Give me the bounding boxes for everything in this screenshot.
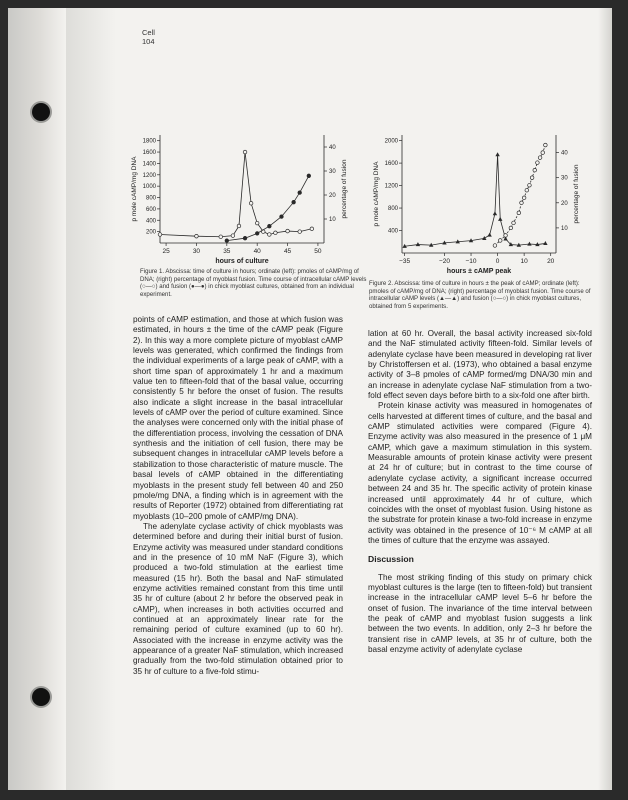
fig1-series-fusion-point (298, 191, 302, 195)
fig2-y-right-tick-label: 40 (561, 150, 568, 157)
fig2-x-tick-label: 20 (547, 258, 555, 265)
fig1-series-cAMP-point (286, 229, 290, 233)
fig2-x-tick-label: 0 (495, 258, 500, 265)
fig1-y-right-tick-label: 10 (329, 217, 336, 223)
fig1-series-fusion-point (225, 239, 229, 243)
body-paragraph: points of cAMP estimation, and those at which fusion was estimated, in hours ± the time of the cAMP peak (Figure 2). In this way a more complete picture of myoblast cAMP levels was generated, which confirmed the findings from the individual experiments of a large peak of cAMP, with a short time span of approximately 1 hr and a maximum value ten to fifteen-fold that of the basal value, occurring consistently 5 hr before the onset of fusion. The results also indicate a slight increase in the basal intracellular levels of cAMP over the period of culture examined. Since the analyses were concerned only with the initial phase of the differentiation process, involving the cessation of DNA synthesis and the initiation of cell fusion, there may be subsequent changes in intracellular cAMP levels before a stabilization to those characteristic of mature muscle. The basal levels of cAMP obtained in the differentiating myoblasts in the present study fell between 40 and 250 pmole/mg DNA, a finding which is in agreement with the results of Reporter (1972) obtained from differentiating rat myoblasts (10–200 pmole of cAMP/mg DNA). (133, 315, 343, 521)
fig2-x-tick-label: 10 (520, 258, 528, 265)
fig2-series-fusion-point (541, 151, 545, 155)
fig1-series-fusion-point (307, 174, 311, 178)
fig2-series-cAMP-point (498, 217, 502, 221)
fig2-series-fusion-point (504, 234, 508, 238)
fig2-y-left-tick-label: 400 (387, 228, 398, 235)
fig1-x-tick-label: 40 (253, 248, 261, 255)
fig1-y-right-axis-label: percentage of fusion (341, 159, 348, 219)
fig2-y-left-tick-label: 1600 (384, 161, 398, 168)
fig2-series-fusion-point (509, 226, 513, 230)
body-paragraph: lation at 60 hr. Overall, the basal activity increased six-fold and the NaF stimulated activity fifteen-fold. Similar levels of adenylate cyclase have been measured in developing rat liver by Christoffersen et al. (1973), who obtained a basal enzyme activity of 3–8 pmoles of cAMP formed/mg DNA/30 min and an increase in adenylate cyclase NaF stimulation from a two-fold effect seven days before birth to a six-fold one after birth. (368, 329, 592, 401)
fig1-x-tick-label: 30 (192, 248, 201, 255)
fig2-series-cAMP-point (527, 242, 531, 246)
fig2-series-cAMP-point (416, 242, 420, 246)
scan-edge-shadow (8, 8, 66, 790)
fig1-series-fusion-point (280, 215, 284, 219)
fig2-series-fusion-point (533, 168, 537, 172)
fig2-series-fusion-point (525, 188, 529, 192)
fig2-series-cAMP-point (482, 236, 486, 240)
fig2-y-right-axis-label: percentage of fusion (573, 164, 580, 224)
fig2-series-fusion-point (538, 156, 542, 160)
left-column (133, 315, 343, 677)
fig2-y-left-tick-label: 1200 (384, 183, 398, 190)
fig1-series-cAMP-point (195, 234, 199, 238)
fig2-series-fusion-point (528, 183, 532, 187)
fig2-y-right-tick-label: 20 (561, 200, 568, 207)
fig1-x-tick-label: 25 (162, 248, 170, 255)
fig1-y-right-tick-label: 20 (329, 193, 336, 199)
fig1-y-left-tick-label: 1400 (142, 161, 156, 168)
fig2-series-fusion-point (512, 221, 516, 225)
punch-hole-bottom (32, 688, 50, 706)
fig1-series-cAMP-point (249, 201, 253, 205)
fig2-series-cAMP-point (495, 152, 499, 156)
fig1-series-cAMP-point (310, 227, 314, 231)
fig2-series-fusion-point (520, 201, 524, 205)
fig2-y-right-tick-label: 10 (561, 225, 568, 232)
fig1-x-tick-label: 50 (314, 248, 322, 255)
fig1-y-left-tick-label: 1200 (142, 172, 156, 179)
right-column (368, 329, 592, 655)
body-paragraph: The adenylate cyclase activity of chick myoblasts was determined before and during their initial burst of fusion. Enzyme activity was measured under standard conditions and in the presence of 10 mM NaF (Figure 3), which produced a two-fold stimulation at the earliest time measured (15 hr). Both the basal and NaF stimulated enzyme activities remained constant from this time until 35 hr of culture (about 2 hr before the observed peak in cAMP), when increases in both activities occurred and continued at an approximately linear rate for the remaining period of culture examined (up to 60 hr). Associated with the increase in enzyme activity was the appearance of a greater NaF stimulation, which increased gradually from the two-fold stimulation obtained prior to 35 hr of culture to a five-fold stimu- (133, 521, 343, 676)
fig1-y-left-tick-label: 1000 (142, 184, 156, 191)
fig1-series-cAMP-point (158, 233, 162, 237)
fig1-series-fusion-point (243, 236, 247, 240)
fig2-x-tick-label: −10 (465, 258, 477, 265)
fig2-y-left-tick-label: 2000 (384, 138, 398, 145)
fig1-series-cAMP-point (219, 235, 223, 239)
body-paragraph: The most striking finding of this study on primary chick myoblast cultures is the large (ten to fifteen-fold) but transient increase in the intracellular cAMP level 5–6 hr before the onset of fusion. The invariance of the time interval between the peak of cAMP and myoblast fusion suggests a link between the two events. In addition, only 2–3 hr before the transient rise in cAMP levels, at 35 hr of culture, both the basal enzyme activity of adenylate cyclase (368, 572, 592, 654)
fig1-y-left-tick-label: 600 (145, 206, 156, 213)
fig1-y-left-tick-label: 1800 (142, 138, 156, 145)
fig1-x-tick-label: 35 (223, 248, 231, 255)
fig1-x-axis-label: hours of culture (215, 258, 269, 265)
fig2-x-axis-label: hours ± cAMP peak (446, 268, 512, 275)
fig1-series-cAMP-point (231, 234, 235, 238)
fig1-series-cAMP-line (160, 152, 312, 237)
figure-1-caption: Figure 1. Abscissa: time of culture in hours; ordinate (left): pmoles of cAMP/mg of DNA; (right) percentage of myoblast fusion. Time course of intracellular cAMP levels (○—○) and fusion (●—●) in chick myoblast cultures, obtained from an individual experiment. (140, 268, 367, 298)
fig1-series-fusion-point (268, 224, 272, 228)
fig2-series-fusion-point (530, 176, 534, 180)
punch-hole-top (32, 103, 50, 121)
page-number: 104 (142, 37, 155, 46)
fig1-series-cAMP-point (268, 233, 272, 237)
fig1-y-right-tick-label: 30 (329, 169, 336, 175)
fig2-x-tick-label: −35 (399, 258, 411, 265)
fig1-series-cAMP-point (255, 221, 259, 225)
fig2-series-fusion-point (493, 244, 497, 248)
fig1-series-fusion-point (255, 232, 259, 236)
fig1-y-left-tick-label: 200 (145, 229, 156, 236)
fig2-series-cAMP-point (493, 211, 497, 215)
fig1-x-tick-label: 45 (283, 248, 292, 255)
body-paragraph: Protein kinase activity was measured in homogenates of cells harvested at different times of culture, and the basal and cAMP stimulated activities were compared (Figure 4). Enzyme activity was also measured in the presence of 1 μM cAMP, which gave a maximum stimulation in this system. Measurable amounts of protein kinase activity were present at 24 hr of culture; but in contrast to the time course of adenylate cyclase activity, a significant increase occurred between 24 and 35 hr. The specific activity of protein kinase increased until approximately 44 hr of culture, which coincides with the onset of myoblast fusion. Using histone as the substrate for protein kinase a two-fold increase in enzyme activity was obtained in the presence of 10⁻⁶ M cAMP at all the times of culture that the enzyme was assayed. (368, 401, 592, 545)
journal-name: Cell (142, 28, 155, 37)
fig2-series-fusion-point (517, 211, 521, 215)
fig2-x-tick-label: −20 (438, 258, 450, 265)
fig2-series-fusion-point (522, 196, 526, 200)
fig1-series-fusion-line (227, 176, 309, 241)
fig2-series-fusion-point (536, 161, 540, 165)
scanned-page (8, 8, 612, 790)
fig1-series-fusion-point (292, 200, 296, 204)
fig2-series-fusion-point (498, 239, 502, 243)
fig1-y-right-tick-label: 40 (329, 145, 336, 151)
fig1-y-left-tick-label: 800 (145, 195, 156, 202)
section-heading-discussion: Discussion (368, 554, 414, 565)
fig2-series-fusion-line (495, 145, 545, 245)
fig1-y-left-axis-label: p mole cAMP/mg DNA (131, 156, 138, 222)
fig2-series-cAMP-point (543, 241, 547, 245)
fig2-series-cAMP-line (405, 155, 546, 247)
figure-2-chart (350, 127, 590, 277)
fig2-y-left-axis-label: p mole cAMP/mg DNA (373, 161, 380, 227)
fig2-y-left-tick-label: 800 (387, 206, 398, 213)
figure-1-chart (112, 125, 362, 265)
fig1-series-cAMP-point (237, 224, 241, 228)
fig1-series-cAMP-point (274, 231, 278, 235)
fig2-series-cAMP-point (487, 233, 491, 237)
fig1-y-left-tick-label: 1600 (142, 150, 156, 157)
fig1-y-left-tick-label: 400 (145, 218, 156, 225)
figure-2-caption: Figure 2. Abscissa: time of culture in hours ± the peak of cAMP; ordinate (left): pmoles of cAMP/mg of DNA; (right) percentage of myoblast fusion. Time course of intracellular cAMP levels (▲—▲) and fusion (○—○) in chick myoblast cultures, obtained from 5 experiments. (369, 280, 591, 310)
fig2-y-right-tick-label: 30 (561, 175, 568, 182)
fig1-series-cAMP-point (298, 230, 302, 234)
fig2-series-fusion-point (544, 143, 548, 147)
fig1-series-cAMP-point (243, 150, 247, 154)
